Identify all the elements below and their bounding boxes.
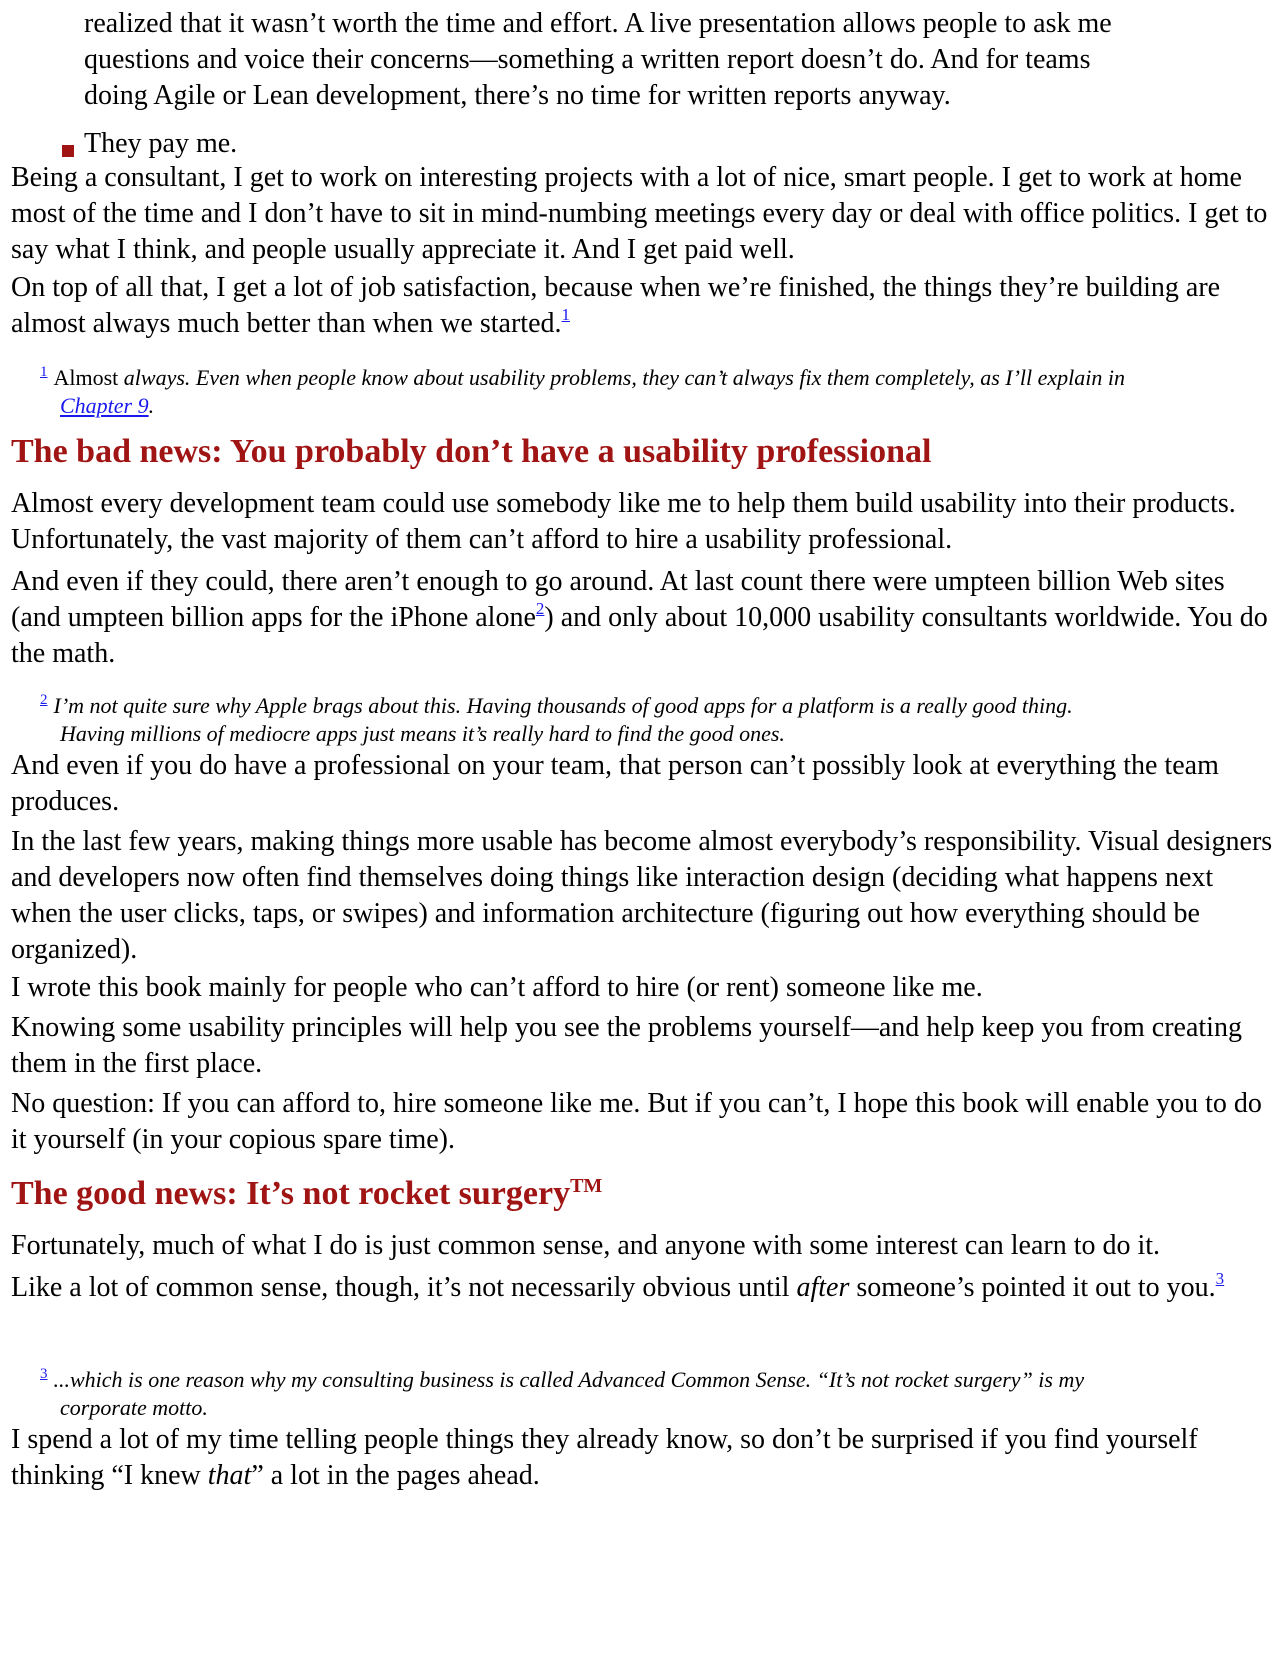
footnote-2-line-2: Having millions of mediocre apps just means it’s really hard to find the good ones.	[60, 721, 785, 746]
paragraph-even-if-before: And even if they could, there aren’t enough to go around. At last count there were umpteen billion Web sites (and umpteen billion apps for the iPhone alone	[11, 566, 1225, 633]
bullet-continuation	[84, 6, 1274, 114]
paragraph-professional: And even if you do have a professional on your team, that person can’t possibly look at everything the team produces.	[11, 750, 1219, 817]
footnote-2	[40, 686, 1240, 748]
footnote-ref-2[interactable]: 2	[535, 599, 545, 618]
footnote-ref-3[interactable]: 3	[1215, 1269, 1225, 1288]
paragraph-consultant: Being a consultant, I get to work on interesting projects with a lot of nice, smart people. I get to work at home most of the time and I don’t have to sit in mind-numbing meetings every day or deal with office politics. I get to say what I think, and people usually appreciate it. And I get paid well.	[11, 162, 1268, 265]
footnote-3-line-2: corporate motto.	[60, 1395, 208, 1420]
square-bullet-icon	[62, 145, 74, 157]
paragraph-even-if	[11, 564, 1273, 672]
heading-good-news-text: The good news: It’s not rocket surgery	[11, 1175, 571, 1212]
paragraph-no-question: No question: If you can afford to, hire someone like me. But if you can’t, I hope this book will enable you to do it yourself (in your copious spare time).	[11, 1088, 1262, 1155]
bullet-continuation-line-2: questions and voice their concerns—something a written report doesn’t do. And for teams	[84, 44, 1091, 75]
paragraph-last-few-years: In the last few years, making things more usable has become almost everybody’s responsibility. Visual designers and developers now often find themselves doing things like interaction design (deciding what happens next when the user clicks, taps, or swipes) and information architecture (figuring out how everything should be organized).	[11, 826, 1273, 965]
bullet-continuation-line-3: doing Agile or Lean development, there’s no time for written reports anyway.	[84, 80, 951, 111]
paragraph-like-a-lot-after: someone’s pointed it out to you.	[849, 1272, 1216, 1303]
paragraph-satisfaction-text: On top of all that, I get a lot of job satisfaction, because when we’re finished, the things they’re building are almost always much better than when we started.	[11, 272, 1221, 339]
footnote-number-2[interactable]: 2	[40, 692, 48, 708]
footnote-1-lead: Almost	[53, 365, 124, 390]
footnote-number-1[interactable]: 1	[40, 364, 48, 380]
paragraph-even-if-after: ) and only about 10,000 usability consultants worldwide. You do the math.	[11, 602, 1268, 669]
heading-good-news	[11, 1174, 602, 1214]
paragraph-almost-every: Almost every development team could use somebody like me to help them build usability into their products. Unfortunately, the vast majority of them can’t afford to hire a usability professional.	[11, 488, 1236, 555]
paragraph-like-a-lot	[11, 1270, 1273, 1306]
footnote-3	[40, 1360, 1240, 1422]
paragraph-spend-emph: that	[207, 1460, 252, 1491]
footnote-2-line-1: I’m not quite sure why Apple brags about this. Having thousands of good apps for a platform is a really good thing.	[53, 693, 1073, 718]
chapter-9-link[interactable]: Chapter 9	[60, 393, 149, 418]
footnote-1	[40, 358, 1240, 420]
paragraph-spend	[11, 1422, 1273, 1494]
paragraph-fortunately: Fortunately, much of what I do is just common sense, and anyone with some interest can learn to do it.	[11, 1230, 1161, 1261]
footnote-number-3[interactable]: 3	[40, 1366, 48, 1382]
bullet-item	[62, 124, 237, 164]
paragraph-knowing: Knowing some usability principles will help you see the problems yourself—and help keep you from creating them in the first place.	[11, 1012, 1242, 1079]
bullet-item-text: They pay me.	[84, 128, 238, 159]
footnote-1-text: always. Even when people know about usability problems, they can’t always fix them completely, as I’ll explain in	[123, 365, 1126, 390]
paragraph-satisfaction	[11, 270, 1273, 342]
trademark-mark: TM	[570, 1175, 603, 1197]
paragraph-wrote-book: I wrote this book mainly for people who can’t afford to hire (or rent) someone like me.	[11, 972, 983, 1003]
footnote-1-line-2	[40, 392, 1240, 420]
footnote-ref-1[interactable]: 1	[561, 305, 570, 324]
paragraph-like-a-lot-emph: after	[796, 1272, 850, 1303]
footnote-1-tail: .	[148, 393, 155, 418]
paragraph-spend-before: I spend a lot of my time telling people things they already know, so don’t be surprised if you find yourself thinking “I knew	[11, 1424, 1198, 1491]
paragraph-spend-after: ” a lot in the pages ahead.	[251, 1460, 540, 1491]
footnote-3-line-1: ...which is one reason why my consulting business is called Advanced Common Sense. “It’s not rocket surgery” is my	[53, 1367, 1085, 1392]
paragraph-like-a-lot-before: Like a lot of common sense, though, it’s not necessarily obvious until	[11, 1272, 797, 1303]
heading-bad-news: The bad news: You probably don’t have a usability professional	[11, 433, 932, 470]
bullet-continuation-line-1: realized that it wasn’t worth the time and effort. A live presentation allows people to ask me	[84, 8, 1112, 39]
